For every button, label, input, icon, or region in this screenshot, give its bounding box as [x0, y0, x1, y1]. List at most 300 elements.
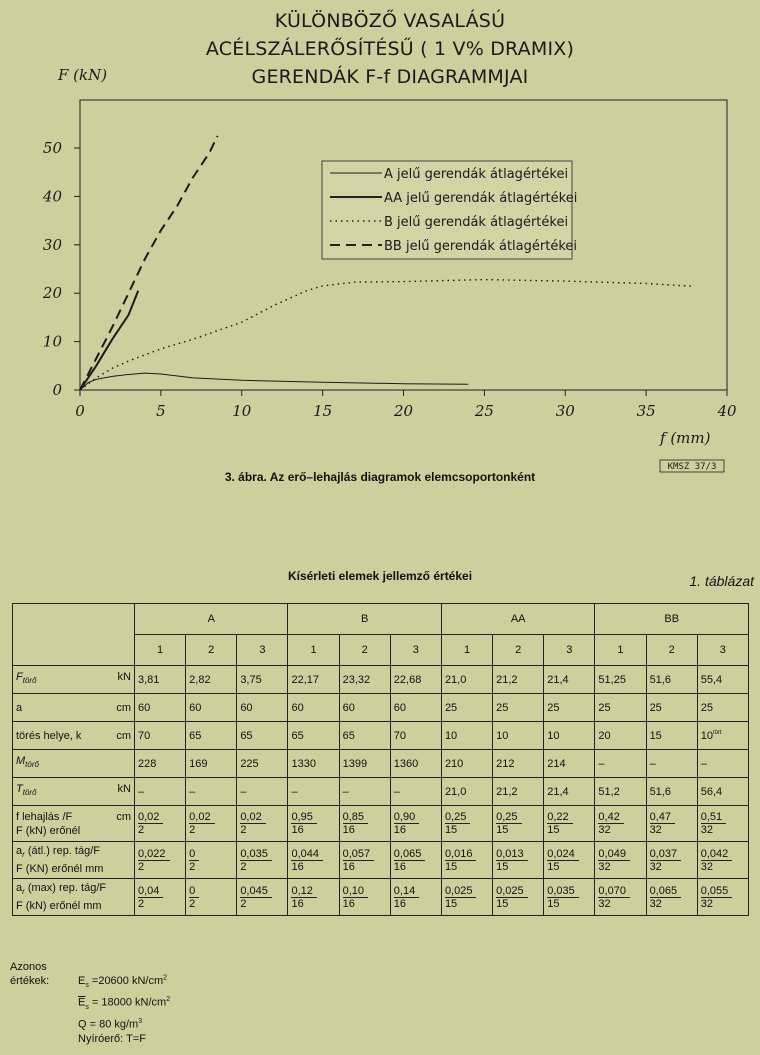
group-header: A [135, 604, 288, 635]
fraction-value [240, 885, 272, 910]
fraction-denominator: 32 [700, 897, 713, 910]
fraction-numerator: 0,055 [701, 885, 733, 898]
legend-label-bb: BB jelű gerendák átlagértékei [384, 239, 577, 254]
note-es2-sup: 2 [166, 996, 171, 1004]
cell-note: tört [712, 729, 722, 736]
fraction-denominator: 32 [598, 860, 611, 873]
table-cell: $10^{tört}$ [697, 722, 748, 750]
table-cell: 21,2 [493, 666, 544, 694]
subcolumn-header: 1 [135, 635, 186, 666]
subcolumn-header: 3 [544, 635, 595, 666]
table-cell: 65 [339, 722, 390, 750]
table-cell [646, 842, 697, 879]
fraction-value [394, 811, 419, 836]
fraction-denominator: 16 [291, 860, 304, 873]
table-cell [493, 842, 544, 879]
table-cell [646, 879, 697, 916]
fraction-denominator: 32 [649, 897, 662, 910]
row-label [13, 806, 135, 842]
subcolumn-header: 2 [493, 635, 544, 666]
fraction-denominator: 15 [444, 897, 458, 910]
fraction-numerator: 0,02 [240, 811, 265, 824]
table-cell: 60 [135, 694, 186, 722]
table-cell: 25 [441, 694, 492, 722]
chart-title-line-1: KÜLÖNBÖZŐ VASALÁSÚ [274, 10, 506, 32]
note-es-sub: s [85, 982, 89, 990]
table-cell: – [186, 778, 237, 806]
fraction-value [189, 885, 199, 910]
table-cell [595, 806, 646, 842]
table-cell: 3,81 [135, 666, 186, 694]
table-cell: 20 [595, 722, 646, 750]
table-cell: – [646, 750, 697, 778]
fraction-denominator: 32 [598, 897, 611, 910]
row-label [13, 722, 135, 750]
table-row [13, 778, 749, 806]
table-header-row [13, 604, 749, 635]
fraction-numerator: 0,22 [547, 811, 572, 824]
table-cell [339, 806, 390, 842]
fraction-value [291, 848, 323, 873]
note-es-sym: E [78, 975, 86, 987]
fraction-value [138, 848, 170, 873]
row-label-line-2: F (kN) erőnél [16, 824, 81, 837]
table-cell: – [390, 778, 441, 806]
fraction-denominator: 16 [342, 860, 355, 873]
table-cell [646, 806, 697, 842]
subcolumn-header: 1 [441, 635, 492, 666]
x-tick-label: 40 [717, 402, 737, 420]
table-cell: 169 [186, 750, 237, 778]
table-cell [288, 806, 339, 842]
table-cell: 22,17 [288, 666, 339, 694]
note-line-1 [10, 960, 170, 993]
x-ticks [75, 390, 737, 420]
note-es2-sym: $\overline{E}$ [78, 996, 86, 1009]
fraction-denominator: 32 [598, 824, 611, 836]
fraction-numerator: 0,90 [394, 811, 419, 824]
fraction-numerator: 0,025 [496, 885, 528, 898]
fraction-value [445, 811, 470, 836]
subcolumn-header: 3 [390, 635, 441, 666]
fraction-value [138, 885, 163, 910]
fraction-value [496, 811, 521, 836]
fraction-numerator: 0,049 [598, 848, 630, 861]
y-tick-label: 30 [42, 235, 62, 254]
x-tick-label: 10 [232, 402, 252, 420]
fraction-denominator: 15 [547, 897, 560, 910]
fraction-denominator: 15 [496, 860, 509, 873]
row-label-sub: törő [22, 676, 37, 686]
note-es2-sub: s [85, 1004, 89, 1012]
table-cell [441, 842, 492, 879]
table-cell: 51,6 [646, 778, 697, 806]
fraction-value [445, 885, 477, 910]
table-cell: 25 [646, 694, 697, 722]
row-label-sub: törő [22, 788, 37, 798]
table-cell [544, 842, 595, 879]
note-q-sup: 3 [138, 1018, 143, 1026]
table-cell [493, 806, 544, 842]
table-cell: 60 [186, 694, 237, 722]
group-header: BB [595, 604, 749, 635]
row-label-text: f lehajlás /F [16, 810, 73, 823]
table-cell: 60 [390, 694, 441, 722]
fraction-numerator: 0,045 [240, 885, 272, 898]
fraction-value [291, 811, 316, 836]
figure-caption: 3. ábra. Az erő–lehajlás diagramok elemcsoportonként [224, 470, 536, 484]
table-row [13, 694, 749, 722]
fraction-value [547, 848, 579, 873]
fraction-denominator: 16 [291, 824, 304, 836]
fraction-value [547, 885, 579, 910]
fraction-value [496, 848, 528, 873]
table-cell: 25 [493, 694, 544, 722]
legend-label-aa: AA jelű gerendák átlagértékei [384, 191, 578, 206]
fraction-numerator: 0,022 [138, 848, 170, 861]
row-label-text: a [16, 701, 23, 714]
fraction-numerator: 0,42 [598, 811, 623, 824]
fraction-numerator: 0,47 [650, 811, 675, 824]
table-cell: 25 [697, 694, 748, 722]
fraction-numerator: 0,85 [343, 811, 368, 824]
subcolumn-header: 2 [646, 635, 697, 666]
table-cell: 15 [646, 722, 697, 750]
table-cell [390, 842, 441, 879]
x-tick-label: 5 [156, 402, 166, 420]
table-cell: 70 [390, 722, 441, 750]
table-cell: 225 [237, 750, 288, 778]
row-label-sub: r [22, 887, 25, 897]
fraction-numerator: 0,065 [394, 848, 426, 861]
table-cell: 55,4 [697, 666, 748, 694]
table-row [13, 666, 749, 694]
table-cell [390, 806, 441, 842]
table-cell [135, 806, 186, 842]
row-label-sub: r [22, 850, 25, 860]
fraction-value [343, 848, 375, 873]
fraction-denominator: 2 [240, 824, 247, 836]
subcolumn-header: 2 [339, 635, 390, 666]
note-q: Q = 80 kg/m [78, 1018, 139, 1031]
table-cell: 3,75 [237, 666, 288, 694]
table-cell: 56,4 [697, 778, 748, 806]
x-tick-label: 30 [555, 402, 575, 420]
fraction-numerator: 0,013 [496, 848, 528, 861]
fraction-numerator: 0,14 [394, 885, 419, 898]
fraction-numerator: 0,065 [650, 885, 682, 898]
table-cell: 210 [441, 750, 492, 778]
fraction-numerator: 0 [189, 848, 199, 861]
table-cell: 23,32 [339, 666, 390, 694]
table-cell [288, 879, 339, 916]
table-cell [697, 806, 748, 842]
table-cell [135, 842, 186, 879]
row-label [13, 879, 135, 916]
fraction-value [598, 848, 630, 873]
fraction-denominator: 32 [649, 860, 662, 873]
fraction-denominator: 16 [342, 824, 355, 836]
legend [322, 161, 577, 259]
table-cell: 21,2 [493, 778, 544, 806]
group-header: AA [441, 604, 594, 635]
fraction-numerator: 0,02 [189, 811, 214, 824]
fraction-denominator: 2 [240, 860, 247, 873]
table-cell [441, 879, 492, 916]
table-cell: 25 [595, 694, 646, 722]
table-cell: 10 [493, 722, 544, 750]
table-cell: 1330 [288, 750, 339, 778]
subcolumn-header: 3 [697, 635, 748, 666]
fraction-denominator: 2 [240, 897, 247, 910]
table-cell: 70 [135, 722, 186, 750]
notes-block [10, 960, 170, 1046]
legend-label-b: B jelű gerendák átlagértékei [384, 215, 569, 230]
note-line-4: Nyíróerő: T=F [78, 1032, 146, 1045]
table-cell: 60 [288, 694, 339, 722]
fraction-numerator: 0,12 [291, 885, 316, 898]
row-unit: kN [117, 783, 131, 796]
table-cell: 60 [339, 694, 390, 722]
table-cell: 60 [237, 694, 288, 722]
chart-title-line-3: GERENDÁK F-f DIAGRAMMJAI [251, 66, 529, 88]
legend-label-a: A jelű gerendák átlagértékei [384, 167, 569, 182]
table-cell [339, 879, 390, 916]
table-cell: 214 [544, 750, 595, 778]
table-cell [697, 842, 748, 879]
table-cell [288, 842, 339, 879]
table-cell: 22,68 [390, 666, 441, 694]
table-row [13, 722, 749, 750]
fraction-denominator: 15 [496, 897, 509, 910]
table-cell: – [595, 750, 646, 778]
fraction-denominator: 32 [700, 860, 713, 873]
fraction-numerator: 0,25 [496, 811, 521, 824]
annotation-code: KMSZ 37/3 [667, 462, 717, 472]
fraction-denominator: 2 [138, 860, 145, 873]
row-label-line-1 [16, 810, 131, 824]
fraction-denominator: 2 [138, 897, 145, 910]
table-cell [186, 842, 237, 879]
table-cell: 1360 [390, 750, 441, 778]
table-cell [135, 879, 186, 916]
row-label-line-1 [16, 881, 131, 899]
table-row [13, 750, 749, 778]
x-tick-label: 15 [313, 402, 333, 420]
fraction-value [650, 811, 675, 836]
table-cell: 51,2 [595, 778, 646, 806]
fraction-value [496, 885, 528, 910]
table-cell [186, 879, 237, 916]
note-line-3 [10, 1015, 170, 1032]
table-cell: – [135, 778, 186, 806]
fraction-numerator: 0,024 [547, 848, 579, 861]
row-label-line-1 [16, 844, 131, 862]
fraction-value [138, 811, 163, 836]
row-label-sub: törő [25, 760, 39, 770]
group-header: B [288, 604, 441, 635]
table-cell [237, 879, 288, 916]
fraction-numerator: 0,95 [291, 811, 316, 824]
table-cell: 65 [237, 722, 288, 750]
note-es-val: =20600 kN/cm [88, 975, 164, 987]
y-tick-label: 0 [52, 381, 62, 399]
table-cell: 21,0 [441, 666, 492, 694]
row-label-line-2: F (kN) erőnél mm [16, 900, 102, 913]
table-cell: – [237, 778, 288, 806]
fraction-denominator: 16 [393, 860, 407, 873]
row-unit: cm [116, 810, 131, 823]
row-label-rest: (átl.) rep. tág/F [24, 845, 100, 857]
y-tick-label: 10 [42, 332, 62, 351]
y-ticks [42, 139, 80, 399]
row-label-text: M [16, 755, 26, 768]
fraction-numerator: 0,016 [445, 848, 477, 861]
fraction-value [189, 848, 199, 873]
row-label [13, 778, 135, 806]
fraction-value [240, 848, 272, 873]
row-label [13, 750, 135, 778]
fraction-numerator: 0,042 [701, 848, 733, 861]
table-cell [697, 879, 748, 916]
table-cell [390, 879, 441, 916]
fraction-denominator: 2 [189, 824, 196, 836]
table-cell: 21,4 [544, 666, 595, 694]
table-cell [237, 842, 288, 879]
fraction-value [598, 811, 623, 836]
fraction-value [701, 848, 733, 873]
fraction-value [701, 811, 726, 836]
table-cell: 10 [544, 722, 595, 750]
fraction-denominator: 16 [393, 897, 407, 910]
fraction-value [343, 885, 368, 910]
row-label-text: törés helye, k [16, 729, 82, 742]
fraction-numerator: 0,25 [445, 811, 470, 824]
table-cell [339, 842, 390, 879]
fraction-denominator: 2 [138, 824, 145, 836]
y-tick-label: 50 [42, 139, 62, 157]
fraction-value [650, 848, 682, 873]
fraction-numerator: 0,037 [650, 848, 682, 861]
table-row [13, 842, 749, 879]
table-cell: 228 [135, 750, 186, 778]
y-tick-label: 20 [42, 284, 62, 303]
row-label [13, 842, 135, 879]
fraction-value [547, 811, 572, 836]
table-cell: 1399 [339, 750, 390, 778]
row-label [13, 666, 135, 694]
chart-title-line-2: ACÉLSZÁLERŐSÍTÉSŰ ( 1 V% DRAMIX) [205, 38, 575, 60]
subcolumn-header: 3 [237, 635, 288, 666]
table-cell: 51,6 [646, 666, 697, 694]
table-cell [441, 806, 492, 842]
fraction-value [598, 885, 630, 910]
fraction-value [343, 811, 368, 836]
fraction-denominator: 2 [189, 860, 196, 873]
table-cell: 212 [493, 750, 544, 778]
fraction-numerator: 0,057 [343, 848, 375, 861]
note-label: Azonos értékek: [10, 961, 50, 987]
x-tick-label: 20 [393, 402, 414, 420]
series-b-line [80, 280, 695, 390]
table-cell: 65 [288, 722, 339, 750]
table-cell: 21,0 [441, 778, 492, 806]
fraction-numerator: 0,02 [138, 811, 163, 824]
row-label-rest: (max) rep. tág/F [24, 882, 107, 895]
fraction-numerator: 0,10 [343, 885, 368, 898]
table-cell [544, 879, 595, 916]
force-deflection-chart [0, 0, 760, 480]
subcolumn-header: 1 [595, 635, 646, 666]
x-tick-label: 25 [474, 402, 494, 420]
row-unit: kN [117, 671, 131, 684]
subcolumn-header: 2 [186, 635, 237, 666]
note-es-sup: 2 [163, 974, 168, 982]
fraction-value [240, 811, 265, 836]
fraction-value [701, 885, 733, 910]
y-tick-label: 40 [42, 187, 62, 206]
table-cell: 21,4 [544, 778, 595, 806]
row-label-line-2: F (KN) erőnél mm [16, 863, 104, 876]
fraction-numerator: 0,035 [547, 885, 579, 898]
note-line-2 [10, 993, 170, 1015]
table-cell: – [339, 778, 390, 806]
table-cell: 65 [186, 722, 237, 750]
fraction-numerator: 0,044 [291, 848, 323, 861]
table-cell [595, 879, 646, 916]
fraction-numerator: 0 [189, 885, 199, 898]
fraction-denominator: 16 [291, 897, 304, 910]
table-number: 1. táblázat [689, 573, 754, 589]
fraction-denominator: 15 [444, 860, 458, 873]
fraction-value [291, 885, 316, 910]
row-unit: cm [116, 701, 131, 714]
table-title: Kísérleti elemek jellemző értékei [287, 569, 473, 583]
subcolumn-header: 1 [288, 635, 339, 666]
fraction-numerator: 0,070 [598, 885, 630, 898]
fraction-value [650, 885, 682, 910]
fraction-denominator: 15 [547, 824, 560, 836]
y-axis-label: F (kN) [58, 66, 108, 84]
fraction-numerator: 0,04 [138, 885, 163, 898]
table-row [13, 806, 749, 842]
x-axis-label: f (mm) [660, 429, 711, 447]
fraction-denominator: 16 [393, 824, 407, 836]
row-label-text: T [16, 783, 23, 796]
fraction-denominator: 15 [444, 824, 458, 836]
series-a-line [80, 373, 468, 390]
table-cell [237, 806, 288, 842]
fraction-numerator: 0,025 [445, 885, 477, 898]
note-es2-val: = 18000 kN/cm [88, 996, 167, 1009]
fraction-value [394, 885, 419, 910]
table-cell: 25 [544, 694, 595, 722]
fraction-denominator: 15 [496, 824, 509, 836]
fraction-value [394, 848, 426, 873]
table-cell: 10 [441, 722, 492, 750]
table-cell: 2,82 [186, 666, 237, 694]
row-label-text: a [16, 882, 23, 895]
fraction-denominator: 32 [700, 824, 713, 836]
table-cell [493, 879, 544, 916]
table-cell [544, 806, 595, 842]
fraction-denominator: 16 [342, 897, 355, 910]
fraction-numerator: 0,51 [701, 811, 726, 824]
series-bb-line [80, 136, 218, 390]
row-unit: cm [116, 729, 131, 742]
table-cell: – [288, 778, 339, 806]
fraction-value [445, 848, 477, 873]
